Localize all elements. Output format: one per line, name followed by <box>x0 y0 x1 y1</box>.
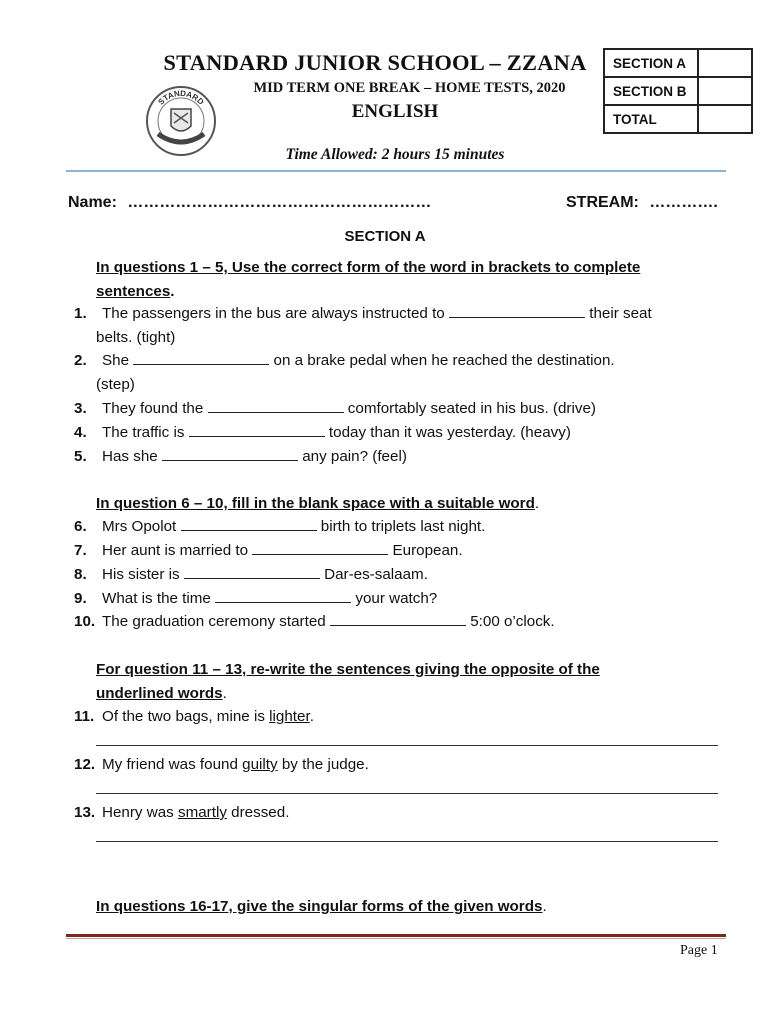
score-table <box>603 48 753 134</box>
question-8: 8. His sister is Dar-es-salaam. <box>74 566 428 583</box>
instruction: sentences. <box>96 283 175 300</box>
answer-blank[interactable] <box>330 611 466 626</box>
answer-blank[interactable] <box>133 350 269 365</box>
stream-label: STREAM: <box>566 194 639 211</box>
question-1-cont: belts. (tight) <box>96 329 176 346</box>
answer-blank[interactable] <box>208 398 344 413</box>
footer-divider <box>66 934 726 937</box>
answer-line[interactable] <box>96 841 718 842</box>
answer-blank[interactable] <box>215 588 351 603</box>
answer-line[interactable] <box>96 793 718 794</box>
underlined-word: lighter <box>269 708 310 725</box>
question-9: 9. What is the time your watch? <box>74 590 438 607</box>
question-12: 12. My friend was found guilty by the judge. <box>74 756 369 773</box>
score-box[interactable] <box>698 49 752 77</box>
score-row <box>604 49 752 77</box>
name-field[interactable] <box>68 194 431 212</box>
question-5: 5. Has she any pain? (feel) <box>74 448 407 465</box>
question-2: 2. She on a brake pedal when he reached the destination. <box>74 352 615 369</box>
answer-blank[interactable] <box>449 303 585 318</box>
score-row <box>604 77 752 105</box>
question-11: 11. Of the two bags, mine is lighter. <box>74 708 314 725</box>
time-allowed: Time Allowed: 2 hours 15 minutes <box>285 146 505 163</box>
answer-blank[interactable] <box>184 564 320 579</box>
footer-divider-thin <box>66 938 726 939</box>
subject-title: ENGLISH <box>351 101 439 122</box>
exam-title: MID TERM ONE BREAK – HOME TESTS, 2020 <box>253 80 566 96</box>
answer-blank[interactable] <box>181 516 317 531</box>
stream-field[interactable] <box>566 194 718 212</box>
name-dots: ………………………………………………… <box>127 194 432 211</box>
question-4: 4. The traffic is today than it was yesterday. (heavy) <box>74 424 571 441</box>
instruction: In questions 1 – 5, Use the correct form of the word in brackets to complete <box>96 259 641 276</box>
score-label: TOTAL <box>604 105 698 133</box>
question-3: 3. They found the comfortably seated in his bus. (drive) <box>74 400 596 417</box>
stream-dots: …………. <box>649 194 718 211</box>
question-7: 7. Her aunt is married to European. <box>74 542 463 559</box>
answer-blank[interactable] <box>162 446 298 461</box>
question-2-cont: (step) <box>96 376 135 393</box>
answer-blank[interactable] <box>189 422 325 437</box>
page-number: Page 1 <box>680 943 718 958</box>
underlined-word: smartly <box>177 804 227 821</box>
logo-text: STANDARD <box>156 88 206 107</box>
score-label: SECTION A <box>604 49 698 77</box>
section-heading: SECTION A <box>344 228 426 245</box>
instruction: In questions 16-17, give the singular forms of the given words. <box>96 898 547 915</box>
score-box[interactable] <box>698 105 752 133</box>
answer-line[interactable] <box>96 745 718 746</box>
instruction: underlined words. <box>96 685 227 702</box>
school-name: STANDARD JUNIOR SCHOOL – ZZANA <box>163 50 587 75</box>
answer-blank[interactable] <box>252 540 388 555</box>
underlined-word: guilty <box>242 756 278 773</box>
question-10: 10. The graduation ceremony started 5:00 o’clock. <box>74 613 555 630</box>
question-1: 1. The passengers in the bus are always instructed to their seat <box>74 305 652 322</box>
instruction: For question 11 – 13, re-write the sentences giving the opposite of the <box>96 661 600 678</box>
header-divider <box>66 170 726 172</box>
instruction: In question 6 – 10, fill in the blank space with a suitable word. <box>96 495 540 512</box>
question-13: 13. Henry was smartly dressed. <box>74 804 290 821</box>
score-label: SECTION B <box>604 77 698 105</box>
name-label: Name: <box>68 194 117 211</box>
score-box[interactable] <box>698 77 752 105</box>
question-6: 6. Mrs Opolot birth to triplets last night. <box>74 518 486 535</box>
score-row <box>604 105 752 133</box>
